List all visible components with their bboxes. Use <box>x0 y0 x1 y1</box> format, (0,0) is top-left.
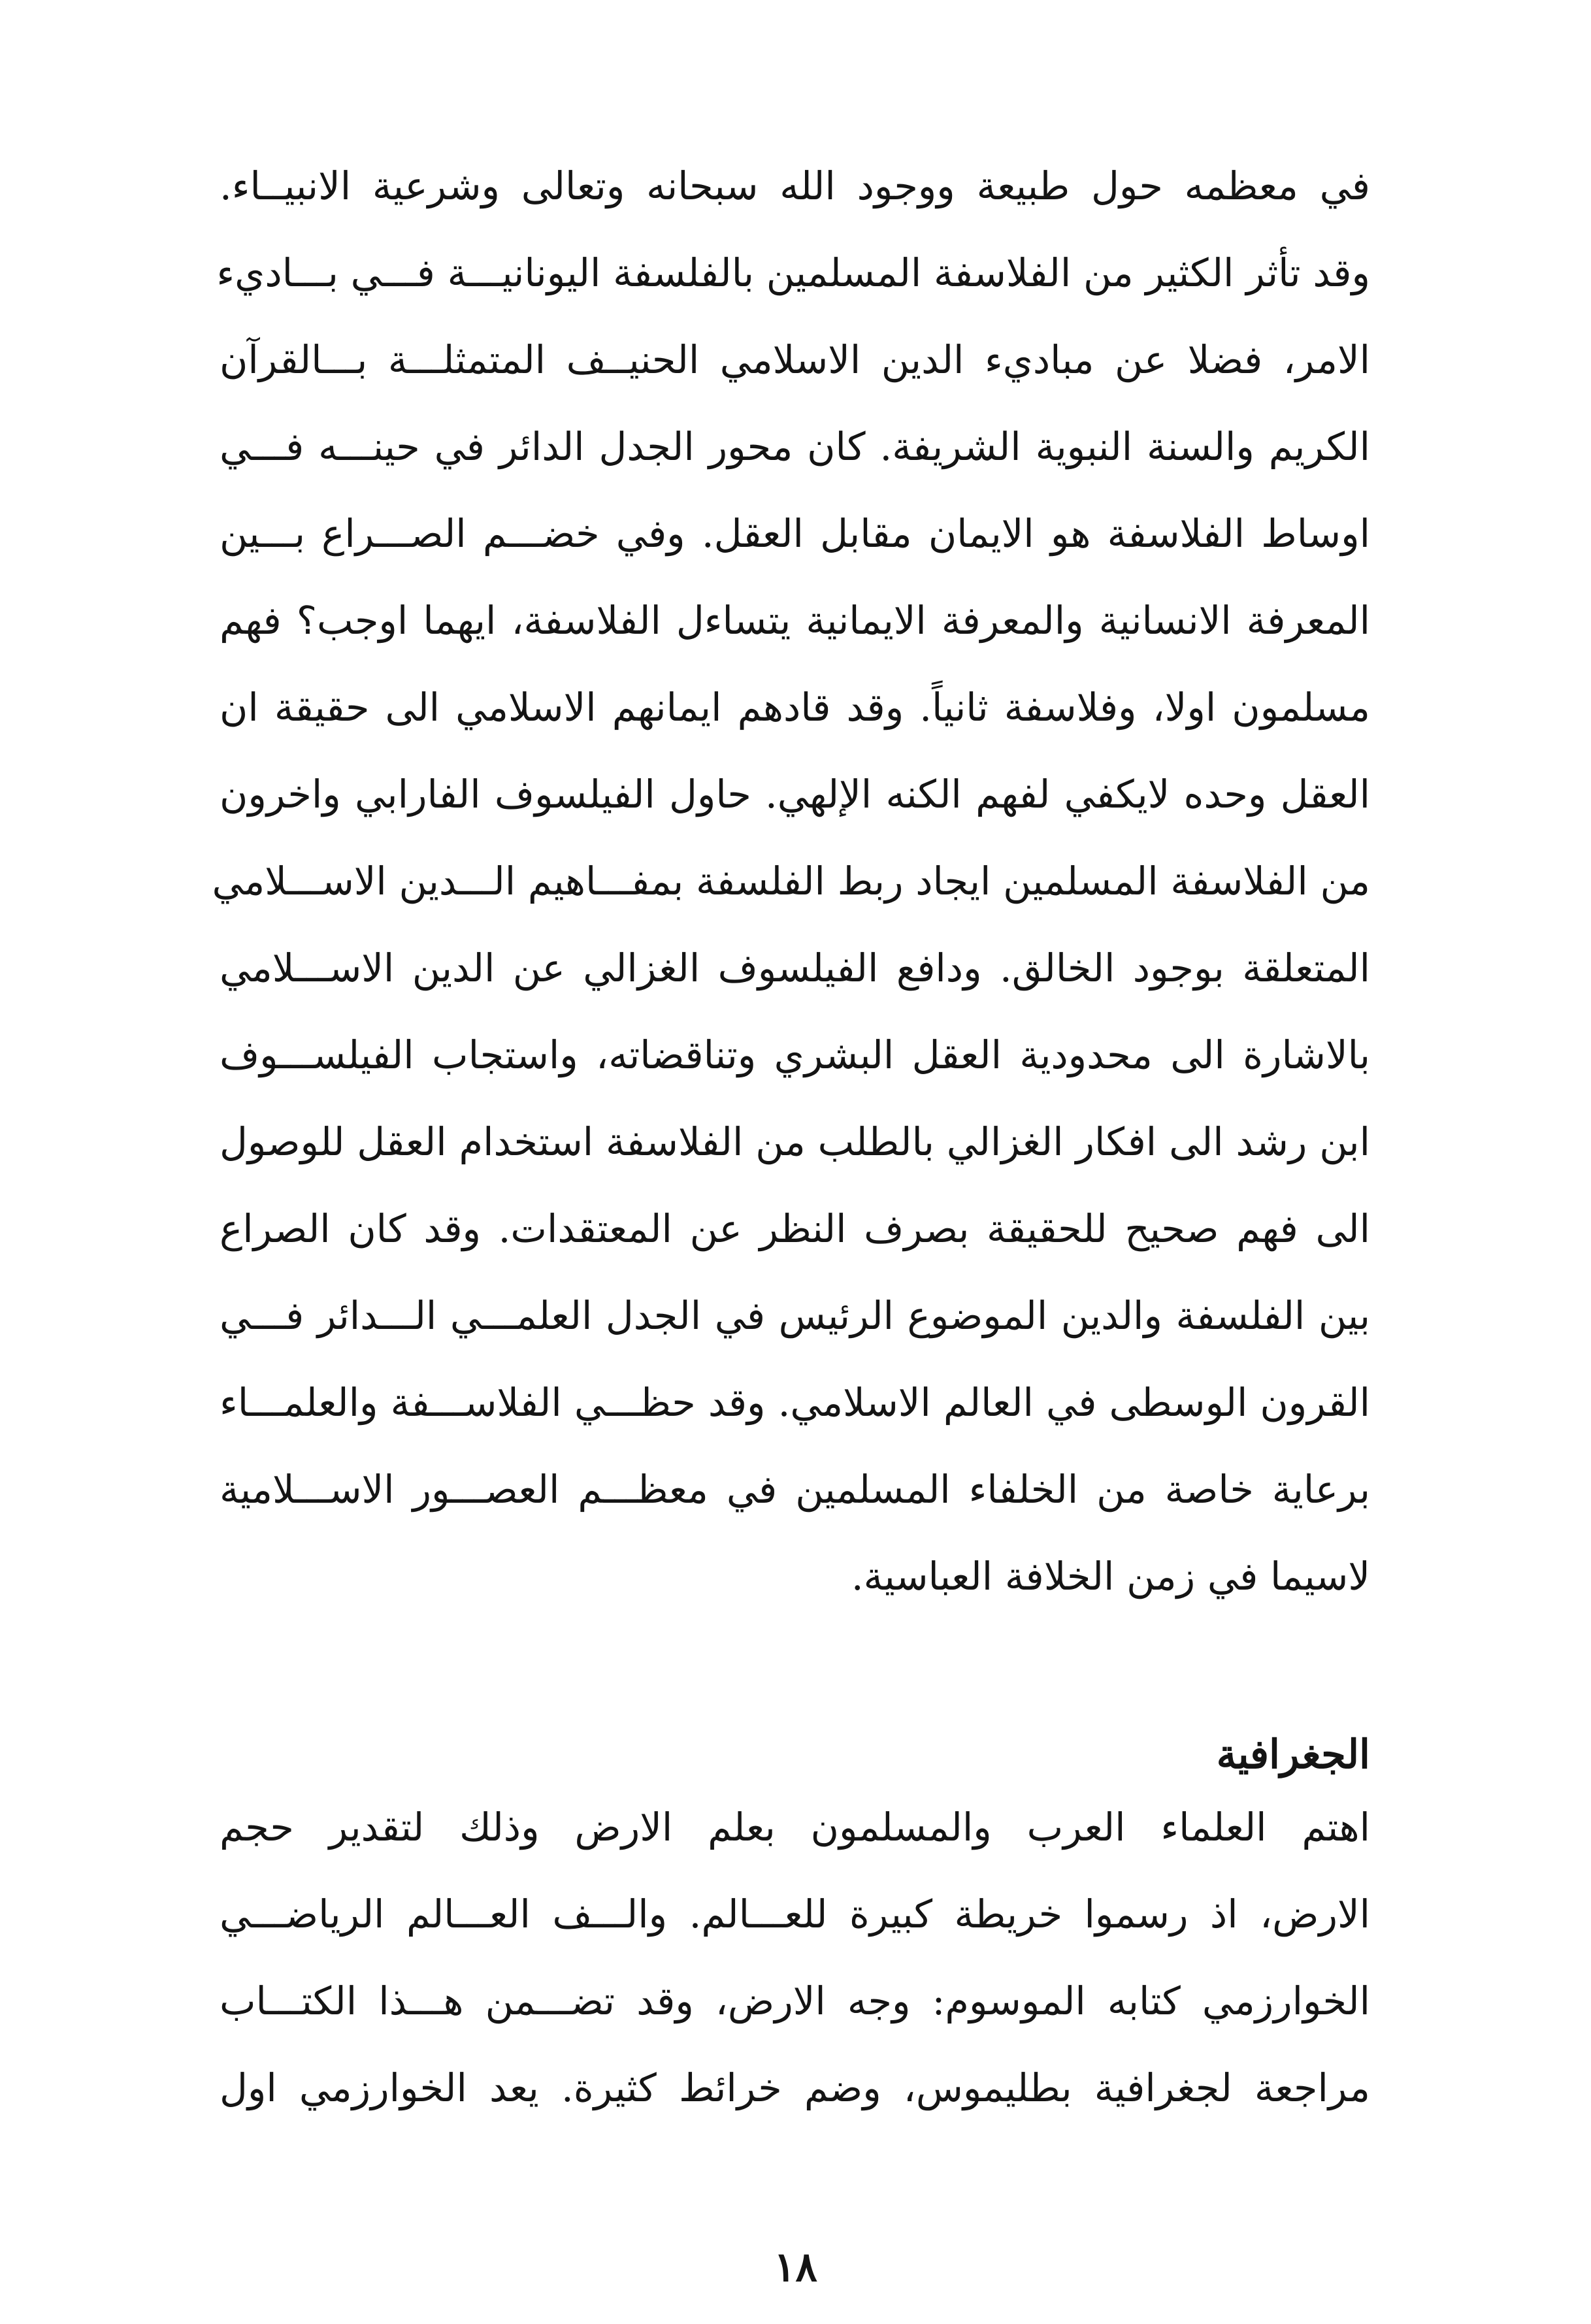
text-line: الى فهم صحيح للحقيقة بصرف النظر عن المعتقدات. وقد كان الصراع <box>220 1206 1370 1251</box>
text-line: في معظمه حول طبيعة ووجود الله سبحانه وتعالى وشرعية الانبيــاء. <box>220 163 1370 208</box>
text-line: اهتم العلماء العرب والمسلمون بعلم الارض وذلك لتقدير حجم <box>220 1805 1370 1850</box>
text-line: بالاشارة الى محدودية العقل البشري وتناقضاته، واستجاب الفيلســـوف <box>220 1032 1370 1077</box>
text-line: وقد تأثر الكثير من الفلاسفة المسلمين بالفلسفة اليونانيـــة فـــي بـــاديء <box>216 250 1370 295</box>
section-heading: الجغرافية <box>1216 1731 1370 1778</box>
text-line: المتعلقة بوجود الخالق. ودافع الفيلسوف الغزالي عن الدين الاســـلامي <box>220 945 1370 990</box>
philosophy-paragraph <box>212 142 1370 1620</box>
text-line: لاسيما في زمن الخلافة العباسية. <box>851 1554 1370 1599</box>
text-line: بين الفلسفة والدين الموضوع الرئيس في الجدل العلمـــي الـــدائر فـــي <box>220 1293 1370 1338</box>
text-line: الخوارزمي كتابه الموسوم: وجه الارض، وقد تضـــمن هـــذا الكتـــاب <box>220 1978 1370 2023</box>
geography-paragraph <box>220 1784 1370 2131</box>
text-line: القرون الوسطى في العالم الاسلامي. وقد حظـــي الفلاســـفة والعلمـــاء <box>220 1380 1370 1425</box>
text-line: مسلمون اولا، وفلاسفة ثانياً. وقد قادهم ايمانهم الاسلامي الى حقيقة ان <box>220 685 1370 730</box>
text-line: اوساط الفلاسفة هو الايمان مقابل العقل. وفي خضـــم الصـــراع بـــين <box>220 511 1370 556</box>
text-line: من الفلاسفة المسلمين ايجاد ربط الفلسفة بمفـــاهيم الـــدين الاســـلامي <box>212 859 1370 904</box>
page-number: ١٨ <box>774 2243 817 2291</box>
text-line: المعرفة الانسانية والمعرفة الايمانية يتساءل الفلاسفة، ايهما اوجب؟ فهم <box>220 598 1370 643</box>
text-line: مراجعة لجغرافية بطليموس، وضم خرائط كثيرة. يعد الخوارزمي اول <box>220 2065 1370 2110</box>
text-line: برعاية خاصة من الخلفاء المسلمين في معظـــم العصـــور الاســـلامية <box>220 1467 1370 1512</box>
text-line: الامر، فضلا عن مباديء الدين الاسلامي الحنيــف المتمثلـــة بـــالقرآن <box>220 337 1370 382</box>
text-line: الارض، اذ رسموا خريطة كبيرة للعـــالم. والـــف العـــالم الرياضـــي <box>220 1891 1370 1937</box>
text-line: ابن رشد الى افكار الغزالي بالطلب من الفلاسفة استخدام العقل للوصول <box>220 1119 1370 1164</box>
text-line: العقل وحده لايكفي لفهم الكنه الإلهي. حاول الفيلسوف الفارابي واخرون <box>220 772 1370 817</box>
text-line: الكريم والسنة النبوية الشريفة. كان محور الجدل الدائر في حينـــه فـــي <box>220 424 1370 469</box>
